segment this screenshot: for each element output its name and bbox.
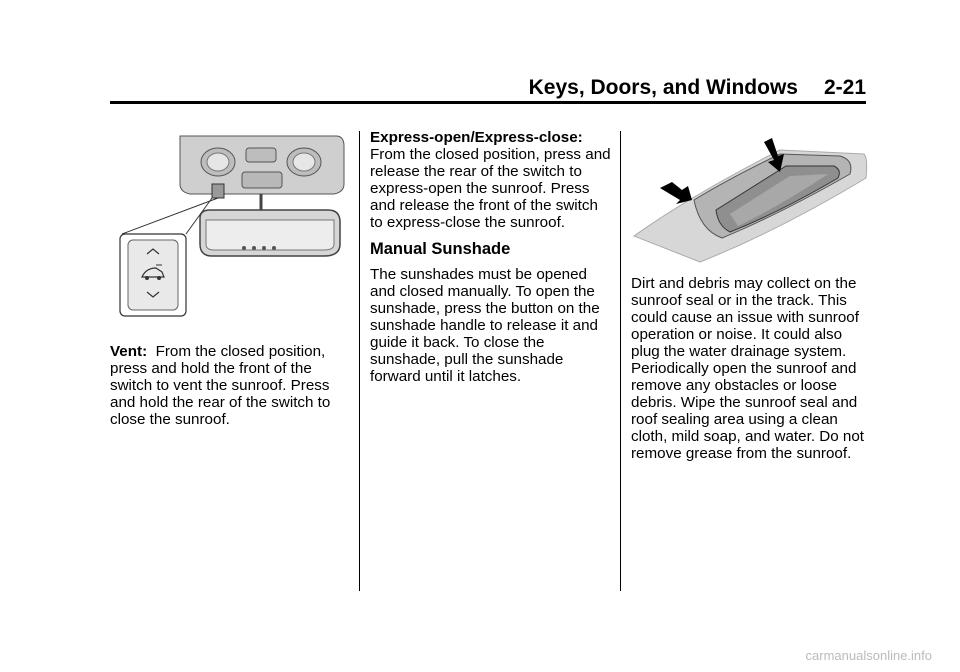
- sunroof-illustration: [630, 134, 870, 266]
- header-rule: [110, 101, 866, 104]
- column-divider-1: [359, 131, 360, 591]
- page-header: [0, 76, 866, 100]
- express-term: Express-open/Express-close:: [370, 129, 583, 146]
- maintenance-description: Dirt and debris may collect on the sunroof seal or in the track. This could cause an issue with sunroof operation or noise. It could also plug the water drainage system. Periodically open the sunroof and remove any obstacles or loose debris. Wipe the sunroof seal and roof sealing area using a clean cloth, mild soap, and water. Do not remove grease from the sunroof.: [631, 275, 865, 462]
- overhead-console-illustration: [118, 134, 350, 318]
- column-1: [110, 343, 350, 428]
- express-description: From the closed position, press and release the rear of the switch to express-open the sunroof. Press and release the front of the switch to express-close the sunroof.: [370, 146, 611, 231]
- vent-term: Vent:: [110, 343, 148, 360]
- vent-description: From the closed position, press and hold the front of the switch to vent the sunroof. Press and hold the rear of the switch to close the sunroof.: [110, 343, 331, 428]
- column-2: [370, 129, 614, 385]
- manual-sunshade-heading: Manual Sunshade: [370, 240, 511, 258]
- watermark: carmanualsonline.info: [805, 648, 932, 663]
- column-divider-2: [620, 131, 621, 591]
- sunshade-description: The sunshades must be opened and closed manually. To open the sunshade, press the button on the sunshade handle to release it and guide it back. To close the sunshade, pull the sunshade forward until it latches.: [370, 266, 600, 385]
- page-number: 2-21: [823, 76, 866, 99]
- column-3: [631, 275, 871, 462]
- section-title: Keys, Doors, and Windows: [528, 76, 798, 99]
